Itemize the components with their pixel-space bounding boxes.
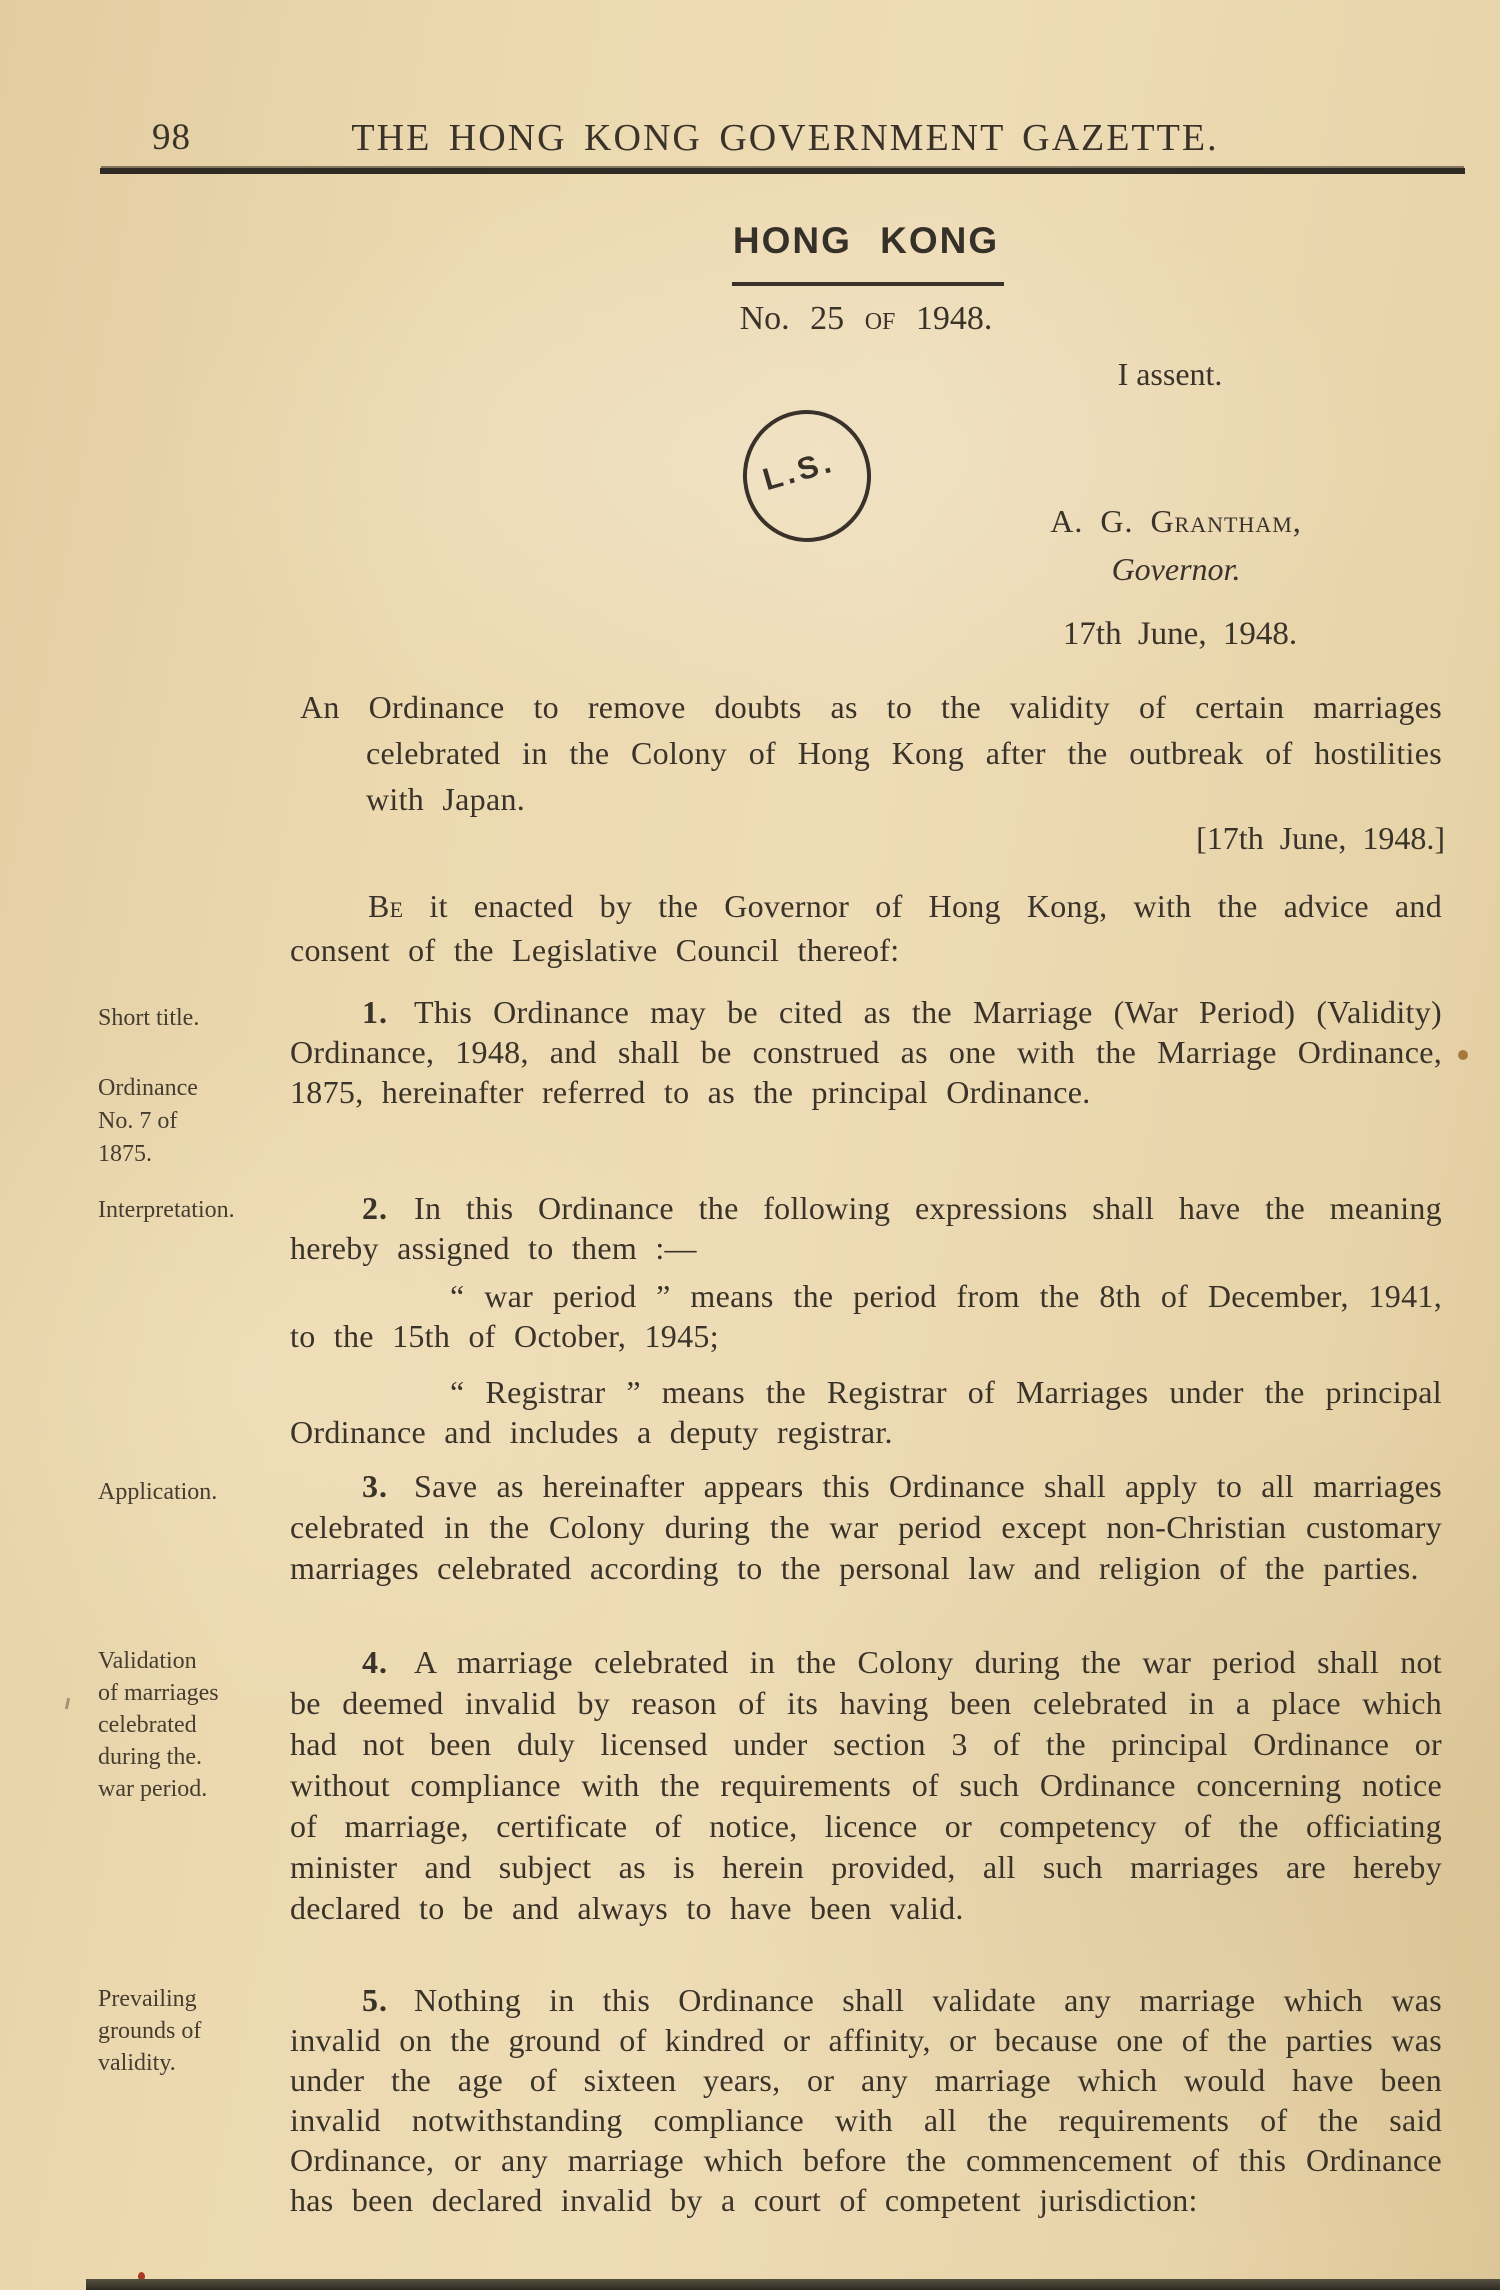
margin-note-line: No. 7 of <box>98 1108 178 1134</box>
margin-note-line: during the. <box>98 1744 202 1770</box>
section-5-text: Nothing in this Ordinance shall validate any marriage which was invalid on the ground of kindred or affinity, or because one of the parties was under the age of sixteen years, or any marriage which would have been invalid notwithstanding compliance with all the requirements of the said Ordinance, or any marriage which before the commencement of this Ordinance has been declared invalid by a court of competent jurisdiction: <box>290 1982 1442 2218</box>
ink-dot <box>1458 1050 1468 1060</box>
margin-note-ordinance-ref <box>98 1072 270 1171</box>
section-3-text: Save as hereinafter appears this Ordinance shall apply to all marriages celebrated in the Colony during the war period except non-Christian customary marriages celebrated according to the personal law and religion of the parties. <box>290 1468 1442 1586</box>
section-2-text: In this Ordinance the following expressions shall have the meaning hereby assigned to them :— <box>290 1190 1442 1266</box>
margin-note-interpretation: Interpretation. <box>98 1197 235 1223</box>
section-2-number: 2. <box>362 1190 388 1226</box>
margin-note-line: Validation <box>98 1648 197 1674</box>
margin-note-line: celebrated <box>98 1712 197 1738</box>
ordinance-number <box>290 300 1442 338</box>
margin-note-line: of marriages <box>98 1680 219 1706</box>
header-rule <box>100 168 1465 174</box>
margin-note-line: validity. <box>98 2050 176 2076</box>
signature-initials: A. G. <box>1050 503 1134 539</box>
section-2-definition-registrar: “ Registrar ” means the Registrar of Marriages under the principal Ordinance and includes a deputy registrar. <box>290 1374 1442 1450</box>
section-3-number: 3. <box>362 1468 388 1504</box>
section-5-number: 5. <box>362 1982 388 2018</box>
margin-note-application: Application. <box>98 1479 218 1505</box>
margin-note-line: 1875. <box>98 1141 152 1167</box>
margin-note-short-title: Short title. <box>98 1005 200 1031</box>
section-4-number: 4. <box>362 1644 388 1680</box>
margin-note-line: grounds of <box>98 2018 202 2044</box>
section-1-paragraph <box>290 992 1442 1112</box>
assent-date: 17th June, 1948. <box>1062 616 1298 652</box>
enacting-clause <box>290 884 1442 972</box>
section-2-definition-war-period: “ war period ” means the period from the 8th of December, 1941, to the 15th of October, 1945; <box>290 1278 1442 1354</box>
commencement-date: [17th June, 1948.] <box>1196 820 1445 856</box>
signature-name: Grantham <box>1150 503 1293 539</box>
section-4-text: A marriage celebrated in the Colony during the war period shall not be deemed invalid by reason of its having been celebrated in a place which had not been duly licensed under section 3 of the principal Ordinance or without compliance with the requirements of such Ordinance concerning notice of marriage, certificate of notice, licence or competency of the officiating minister and subject as is herein provided, all such marriages are hereby declared to be and always to have been valid. <box>290 1644 1442 1926</box>
assent-text: I assent. <box>1117 356 1223 392</box>
ordinance-number-year: 1948. <box>915 300 993 337</box>
long-title: An Ordinance to remove doubts as to the validity of certain marriages celebrated in the Colony of Hong Kong after the outbreak of hostilities with Japan. <box>300 689 1442 817</box>
stray-mark <box>65 1698 70 1709</box>
scan-edge-band <box>86 2279 1500 2290</box>
section-1-text: This Ordinance may be cited as the Marriage (War Period) (Validity) Ordinance, 1948, and shall be construed as one with the Marriage Ordinance, 1875, hereinafter referred to as the principal Ordinance. <box>290 994 1442 1110</box>
section-2-paragraph <box>290 1188 1442 1268</box>
governor-title: Governor. <box>1111 551 1241 587</box>
ordinance-number-of: of <box>864 300 896 337</box>
margin-note-line: Prevailing <box>98 1986 197 2012</box>
enacting-rest: it enacted by the Governor of Hong Kong, with the advice and consent of the Legislative Council thereof: <box>290 888 1442 968</box>
margin-note-prevailing-grounds <box>98 1983 270 2079</box>
section-3-paragraph <box>290 1466 1442 1589</box>
seal-text: L.S. <box>758 443 839 498</box>
gazette-title: THE HONG KONG GOVERNMENT GAZETTE. <box>351 117 1219 159</box>
territory-heading: HONG KONG <box>732 220 1000 261</box>
enacting-lead: Be <box>368 888 404 924</box>
margin-note-validation <box>98 1645 270 1805</box>
section-4-paragraph <box>290 1642 1442 1929</box>
governor-signature <box>990 503 1362 540</box>
official-seal <box>736 404 877 549</box>
page-number: 98 <box>152 117 191 158</box>
margin-note-line: Ordinance <box>98 1075 198 1101</box>
section-1-number: 1. <box>362 994 388 1030</box>
signature-comma: , <box>1292 503 1302 539</box>
heading-rule <box>732 282 1004 286</box>
margin-note-line: war period. <box>98 1776 208 1802</box>
section-5-paragraph <box>290 1980 1442 2220</box>
ordinance-number-prefix: No. 25 <box>739 300 845 337</box>
